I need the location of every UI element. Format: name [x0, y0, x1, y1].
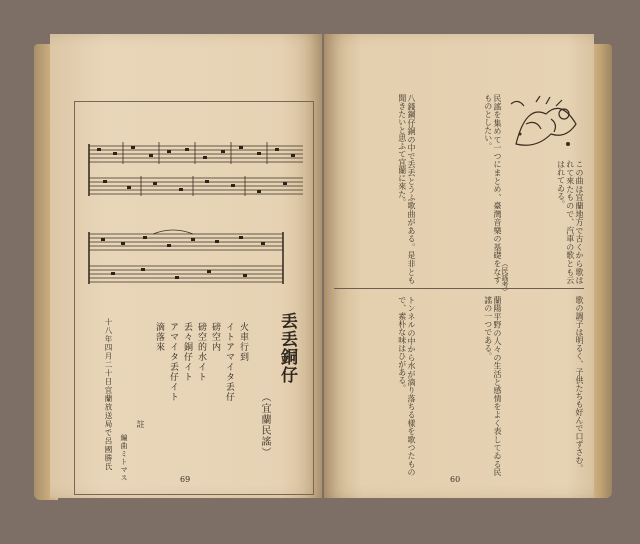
music-score-lower	[83, 228, 307, 294]
text-column: この曲は宜蘭地方で古くから歌はれて來たもので、汽車の歌とも云はれてゐる。	[556, 160, 584, 284]
page-number-right: 60	[450, 475, 461, 484]
lyric-line: 火車行到	[238, 322, 248, 362]
music-score-upper	[83, 140, 307, 206]
lyric-line: イトアマイタ丢仔	[224, 322, 234, 402]
open-book	[34, 30, 612, 504]
footnote-date: 十八年四月二十日宜蘭放送局で呂國勝氏	[104, 318, 113, 471]
footnote-credit: 編曲ミトマス	[120, 434, 128, 482]
music-frame	[74, 101, 314, 495]
page-number-left: 69	[180, 475, 191, 484]
footnote-label: 註	[136, 420, 145, 429]
lyric-line: 磅空内	[210, 322, 220, 352]
decorative-illustration	[506, 94, 584, 154]
song-title: 丢丢銅仔	[277, 312, 297, 384]
text-column: 蘭陽平野の人々の生活と感情をよく表してゐる民謠の一つである。	[483, 296, 502, 476]
song-subtitle: （宜蘭民謠）	[259, 392, 270, 458]
left-page	[50, 34, 322, 498]
text-column: 民謠を集めて一つにまとめ、臺灣音樂の基礎をなすものとしたい。	[483, 94, 502, 284]
right-page	[324, 34, 594, 498]
section-marker: （民謠考）	[501, 260, 509, 295]
lyric-line: 滴落來	[154, 322, 164, 352]
lyric-line: 丢々銅仔イト	[182, 322, 192, 382]
text-column: 歌の調子は明るく、子供たちも好んで口ずさむ。	[575, 296, 584, 472]
text-column: 八錢鋼仔銅の中で丢丢とうふ歌曲がある。是非とも聞きたいと思ふて宜蘭に來た。	[397, 94, 416, 284]
text-column: トンネルの中から水が滴り落ちる樣を歌つたもので、素朴な味はひがある。	[397, 296, 416, 476]
lyric-line: アマイタ丢仔イト	[168, 322, 178, 402]
column-divider	[334, 288, 584, 289]
lyric-line: 磅空的水イト	[196, 322, 206, 382]
